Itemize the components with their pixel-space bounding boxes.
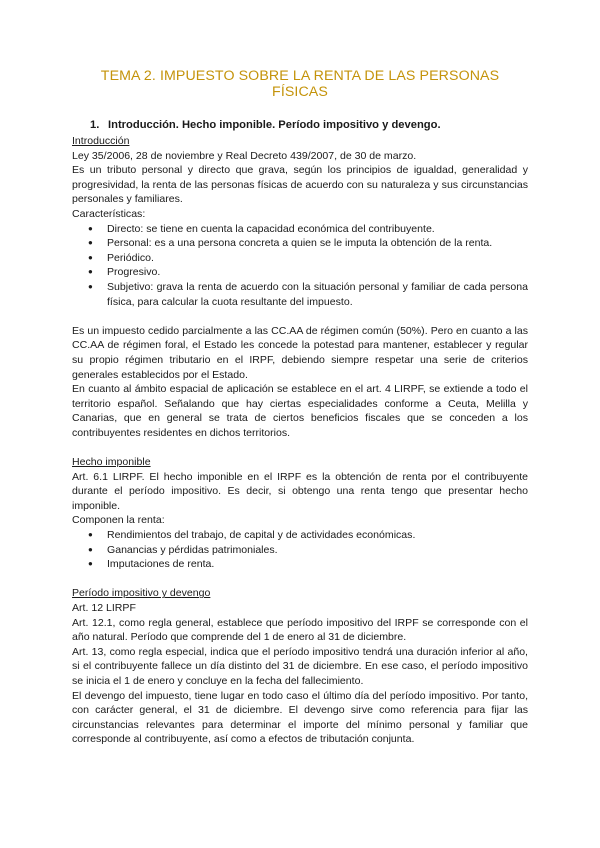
list-item: ● Imputaciones de renta. xyxy=(72,557,528,572)
document-title: TEMA 2. IMPUESTO SOBRE LA RENTA DE LAS PERSONAS FÍSICAS xyxy=(100,68,500,100)
list-item: ● Rendimientos del trabajo, de capital y de actividades económicas. xyxy=(72,528,528,543)
list-item: ● Personal: es a una persona concreta a quien se le imputa la obtención de la renta. xyxy=(72,236,528,251)
periodo-article: Art. 12 LIRPF xyxy=(72,602,136,614)
components-list xyxy=(72,528,528,572)
list-item: ● Ganancias y pérdidas patrimoniales. xyxy=(72,543,528,558)
periodo-subheading: Período impositivo y devengo xyxy=(72,587,211,600)
special-rule-paragraph: Art. 13, como regla especial, indica que el período impositivo tendrá una duración inferior al año, si el contribuyente fallece un día distinto del 31 de diciembre. En ese caso, el período impositivo se inicia el 1 de enero y concluye en la fecha del fallecimiento. xyxy=(72,645,528,687)
intro-law: Ley 35/2006, 28 de noviembre y Real Decreto 439/2007, de 30 de marzo. xyxy=(72,149,417,162)
section-title: Introducción. Hecho imponible. Período impositivo y devengo. xyxy=(108,119,441,131)
devengo-paragraph: El devengo del impuesto, tiene lugar en todo caso el último día del período impositivo. Por tanto, con carácter general, el 31 de diciembre. El devengo sirve como referencia para fijar las circunstancias relevantes para determinar el importe del mínimo personal y familiar que corresponde al contribuyente, así como a efectos de tributación conjunta. xyxy=(72,689,528,746)
features-list xyxy=(72,222,528,310)
hecho-subheading: Hecho imponible xyxy=(72,456,151,469)
general-rule-paragraph: Art. 12.1, como regla general, establece que período impositivo del IRPF se corresponde con el año natural. Período que comprende del 1 de enero al 31 de diciembre. xyxy=(72,616,528,644)
hecho-paragraph: Art. 6.1 LIRPF. El hecho imponible en el IRPF es la obtención de renta por el contribuyente durante el período impositivo. Es decir, si obtengo una renta tengo que presentar hecho imponible. xyxy=(72,470,528,512)
list-item: ● Subjetivo: grava la renta de acuerdo con la situación personal y familiar de cada persona física, para calcular la cuota resultante del impuesto. xyxy=(72,280,528,309)
section-heading xyxy=(90,119,441,131)
list-item: ● Periódico. xyxy=(72,251,528,266)
list-item: ● Directo: se tiene en cuenta la capacidad económica del contribuyente. xyxy=(72,222,528,237)
intro-description: Es un tributo personal y directo que grava, según los principios de igualdad, generalidad y progresividad, la renta de las personas físicas de acuerdo con su naturaleza y sus circunstancias personales y familiares. xyxy=(72,164,528,206)
components-label: Componen la renta: xyxy=(72,514,165,527)
document-body xyxy=(72,134,528,747)
features-label: Características: xyxy=(72,207,146,220)
cession-paragraph: Es un impuesto cedido parcialmente a las CC.AA de régimen común (50%). Pero en cuanto a las CC.AA de régimen foral, el Estado les concede la potestad para mantener, establecer y regular su propio régimen tributario en el IRPF, debiendo siempre respetar una serie de criterios generales establecidos por el Estado. xyxy=(72,324,528,381)
scope-paragraph: En cuanto al ámbito espacial de aplicación se establece en el art. 4 LIRPF, se extiende a todo el territorio español. Señalando que hay ciertas especialidades conforme a Ceuta, Melilla y Canarias, que en general se trata de ciertos beneficios fiscales que se conceden a los contribuyentes residentes en dichos territorios. xyxy=(72,383,528,439)
intro-subheading: Introducción xyxy=(72,135,130,147)
list-item: ● Progresivo. xyxy=(72,265,528,280)
section-number: 1. xyxy=(90,119,100,131)
